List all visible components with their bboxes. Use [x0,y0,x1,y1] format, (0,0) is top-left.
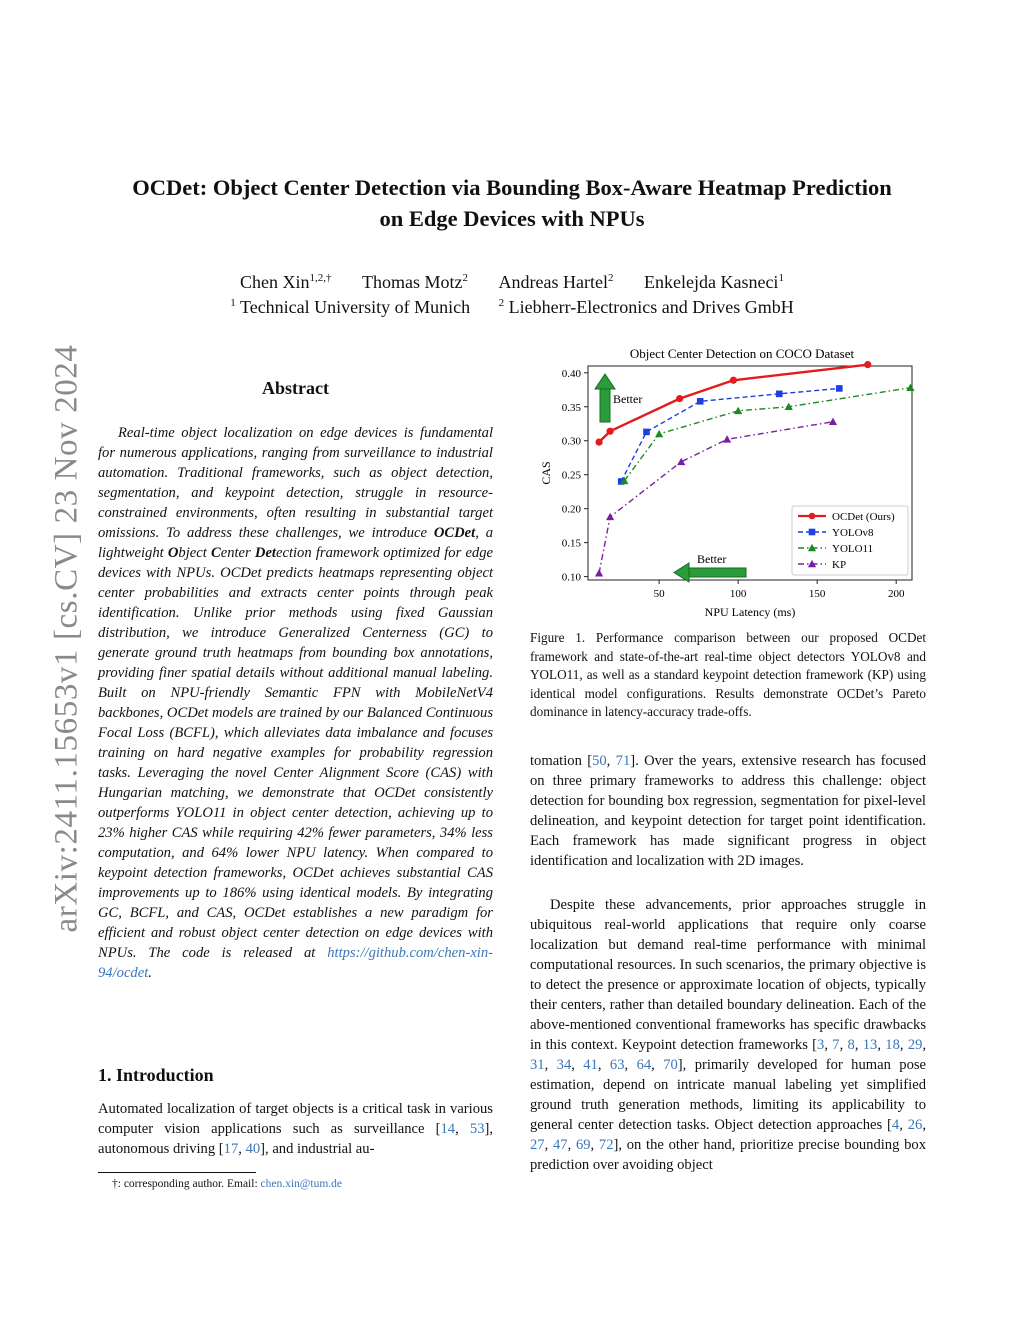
legend-label: YOLOv8 [832,527,874,539]
author: Chen Xin$^{1,2,\dagger}$ [240,272,332,292]
citation-link[interactable]: 34 [556,1057,572,1073]
data-point [864,361,871,368]
citation-link[interactable]: 26 [907,1117,923,1133]
data-point [595,438,602,445]
legend-label: KP [832,559,847,571]
citation-link[interactable]: 70 [663,1057,678,1073]
data-point [906,384,914,391]
citation-link[interactable]: 69 [575,1137,591,1153]
better-label-up: Better [613,392,643,406]
abstract-body: Real-time object localization on edge devices is fundamental for numerous applications, ranging from surveillance to industrial automation. Traditional frameworks, such as object detection, segmentation, and keypoint detection, struggle in resource-constrained environments, often resulting in substantial target omissions. To address these challenges, we introduce OCDet, a lightweight Object Center Detection framework optimized for edge devices with NPUs. OCDet predicts heatmaps representing object center probabilities and extracts center points through peak identification. Unlike prior methods using fixed Gaussian distribution, we introduce Generalized Centerness (GC) to generate ground truth heatmaps from bounding box annotations, providing finer spatial details without additional manual labeling. Built on NPU-friendly Semantic FPN with MobileNetV4 backbones, OCDet models are trained by our Balanced Continuous Focal Loss (BCFL), which alleviates data imbalance and focuses training on hard negative examples for probability regression tasks. Leveraging the novel Center Alignment Score (CAS) with Hungarian matching, we demonstrate that OCDet consistently outperforms YOLO11 in object center detection, achieving up to 23% higher CAS while requiring 42% fewer parameters, 34% less computation, and 64% lower NPU latency. When compared to keypoint detection frameworks, OCDet achieves substantial CAS improvements up to 186% using identical models. By integrating GC, BCFL, and CAS, OCDet establishes a new paradigm for efficient and robust object center detection on edge devices with NPUs. The code is released at https://github.com/chen-xin-94/ocdet. [98,425,493,981]
y-tick-label: 0.10 [561,571,581,584]
y-tick-label: 0.30 [561,435,581,448]
citation-link[interactable]: 41 [583,1057,598,1073]
citation-link[interactable]: 29 [907,1037,923,1053]
citation-link[interactable]: 50 [592,753,607,769]
abstract-heading: Abstract [262,378,329,398]
x-tick-label: 150 [808,588,826,600]
y-tick-label: 0.15 [561,537,581,550]
keypoint-citations: 3, 7, 8, 13, 18, 29, 31, 34, 41, 63, 64, 70 [530,1037,927,1073]
right-col-paragraph-2: Despite these advancements, prior approaches struggle in ubiquitous real-world applications that require only coarse localization but demand real-time performance with minimal computational resources. In such scenarios, the primary objective is to detect the presence or approximate location of objects, typically their centers, rather than detailed boundary delineation. Each of the above-mentioned conventional frameworks has specific drawbacks in this context. Keypoint detection frameworks [3, 7, 8, 13, 18, 29, 31, 34, 41, 63, 64, 70], primarily developed for human pose estimation, depend on intricate manual labeling yet simplified ground truth generation methods, limiting its applicability to general center detection tasks. Object detection approaches [4, 26, 27, 47, 69, 72], on the other hand, prioritize precise bounding box prediction over avoiding object [530,897,927,1173]
citation-link[interactable]: 7 [832,1037,840,1053]
data-point [595,569,603,576]
paper-title [60,172,964,234]
title-line-1: OCDet: Object Center Detection via Bounding Box-Aware Heatmap Prediction [132,175,892,200]
affiliation-list [60,295,964,319]
citation-link[interactable]: 18 [885,1037,900,1053]
x-axis-label: NPU Latency (ms) [704,605,796,619]
data-point [607,428,614,435]
data-point [809,513,816,520]
ocdet-bold: OCDet [433,525,476,541]
x-tick-label: 50 [653,588,665,600]
citation-link[interactable]: 71 [615,753,631,769]
intro-paragraph: Automated localization of target objects is a critical task in various computer vision applications such as surveillance [14, 53], autonomous driving [17, 40], and industrial au- [98,1101,493,1157]
y-tick-label: 0.40 [561,367,581,380]
series-yolo11 [620,384,914,484]
data-point [809,529,816,536]
data-point [836,385,843,392]
data-point [697,398,704,405]
citation-link[interactable]: 47 [552,1137,568,1153]
citation-link[interactable]: 8 [847,1037,855,1053]
author: Thomas Motz$^2$ [362,272,469,292]
data-point [776,391,783,398]
affiliation: $^1$ Technical University of Munich [230,297,471,317]
better-label-left: Better [697,552,727,566]
y-tick-label: 0.20 [561,503,581,516]
citation-link[interactable]: 53 [469,1121,485,1137]
legend-label: OCDet (Ours) [832,511,895,523]
author: Enkelejda Kasneci$^1$ [644,272,784,292]
right-col-paragraph-1: tomation [50, 71]. Over the years, extensive research has focused on three primary frameworks to address this challenge: object detection for bounding box regression, segmentation for pixel-level delineation, and keypoint detection for target point identification. Each framework has made significant progress in object identification and localization with 2D images. [530,753,927,869]
affiliation: $^2$ Liebherr-Electronics and Drives GmbH [498,297,794,317]
series-yolov8 [618,385,843,485]
citation-link[interactable]: 72 [598,1137,614,1153]
legend-label: YOLO11 [832,543,874,555]
data-point [606,513,614,520]
chart-title: Object Center Detection on COCO Dataset [629,346,855,361]
author: Andreas Hartel$^2$ [498,272,614,292]
chart-legend [792,506,908,575]
citation-link[interactable]: 64 [636,1057,652,1073]
data-point [643,429,650,436]
figure-1-chart [530,340,924,624]
citation-link[interactable]: 3 [817,1037,825,1053]
series-line [624,388,910,481]
y-tick-label: 0.35 [561,401,581,414]
arxiv-identifier: arXiv:2411.15653v1 [cs.CV] 23 Nov 2024 [48,344,85,933]
better-arrow-up [595,374,615,422]
data-point [677,458,685,465]
citation-link[interactable]: 31 [530,1057,545,1073]
data-point [676,395,683,402]
data-point [655,430,663,437]
section-heading-introduction: 1. Introduction [98,1065,214,1085]
citation-link[interactable]: 14 [440,1121,456,1137]
code-link[interactable]: https://github.com/chen-xin-94/ocdet [98,945,493,981]
data-point [734,407,742,414]
citation-link[interactable]: 4 [891,1117,900,1133]
series-line [621,388,839,481]
footnote: †: corresponding author. Email: chen.xin@tum.de [112,1178,343,1190]
footnote-rule [98,1172,256,1173]
x-tick-label: 100 [729,588,747,600]
citation-link[interactable]: 13 [862,1037,878,1053]
data-point [723,435,731,442]
y-axis-label: CAS [539,461,553,485]
y-tick-label: 0.25 [561,469,581,482]
detection-citations: 4, 26, 27, 47, 69, 72 [530,1117,926,1153]
title-line-2: on Edge Devices with NPUs [379,206,645,231]
data-point [829,418,837,425]
author-list [60,270,964,294]
citation-link[interactable]: 27 [530,1137,545,1153]
figure-1-caption: Figure 1. Performance comparison between our proposed OCDet framework and state-of-the-art real-time object detectors YOLOv8 and YOLO11, as well as a standard keypoint detection framework (KP) using identical model configurations. Results demonstrate OCDet’s Pareto dominance in latency-accuracy trade-offs. [530,630,926,719]
citation-link[interactable]: 63 [609,1057,625,1073]
data-point [730,377,737,384]
x-tick-label: 200 [887,588,905,600]
citation-link[interactable]: 40 [245,1141,261,1157]
email-link[interactable]: chen.xin@tum.de [260,1178,343,1190]
citation-link[interactable]: 17 [223,1141,239,1157]
